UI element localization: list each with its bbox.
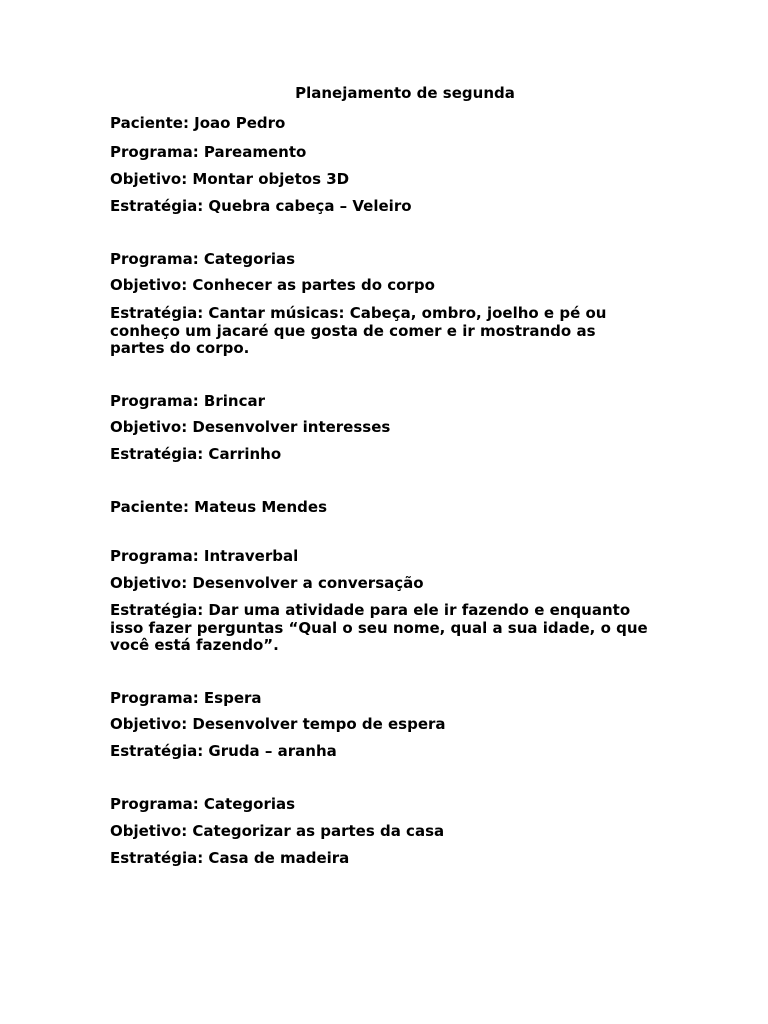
strategy-line: Estratégia: Casa de madeira bbox=[110, 849, 350, 867]
program-line: Programa: Brincar bbox=[110, 392, 265, 410]
program-line: Programa: Categorias bbox=[110, 795, 296, 813]
strategy-line: Estratégia: Dar uma atividade para ele ir fazendo e enquanto isso fazer perguntas “Qual o seu nome, qual a sua idade, o que você está fazendo”. bbox=[110, 601, 653, 654]
objective-line: Objetivo: Desenvolver tempo de espera bbox=[110, 715, 446, 733]
program-line: Programa: Pareamento bbox=[110, 143, 307, 161]
patient-name: Paciente: Joao Pedro bbox=[110, 114, 286, 132]
objective-line: Objetivo: Desenvolver a conversação bbox=[110, 574, 424, 592]
strategy-line: Estratégia: Gruda – aranha bbox=[110, 742, 337, 760]
strategy-line: Estratégia: Carrinho bbox=[110, 445, 282, 463]
strategy-line: Estratégia: Cantar músicas: Cabeça, ombro, joelho e pé ou conheço um jacaré que gosta de comer e ir mostrando as partes do corpo. bbox=[110, 304, 612, 357]
program-line: Programa: Espera bbox=[110, 689, 262, 707]
objective-line: Objetivo: Montar objetos 3D bbox=[110, 170, 350, 188]
program-line: Programa: Categorias bbox=[110, 250, 296, 268]
patient-name: Paciente: Mateus Mendes bbox=[110, 498, 328, 516]
objective-line: Objetivo: Categorizar as partes da casa bbox=[110, 822, 445, 840]
strategy-line: Estratégia: Quebra cabeça – Veleiro bbox=[110, 197, 412, 215]
objective-line: Objetivo: Conhecer as partes do corpo bbox=[110, 276, 435, 294]
objective-line: Objetivo: Desenvolver interesses bbox=[110, 418, 391, 436]
program-line: Programa: Intraverbal bbox=[110, 547, 299, 565]
document-title: Planejamento de segunda bbox=[295, 84, 515, 102]
